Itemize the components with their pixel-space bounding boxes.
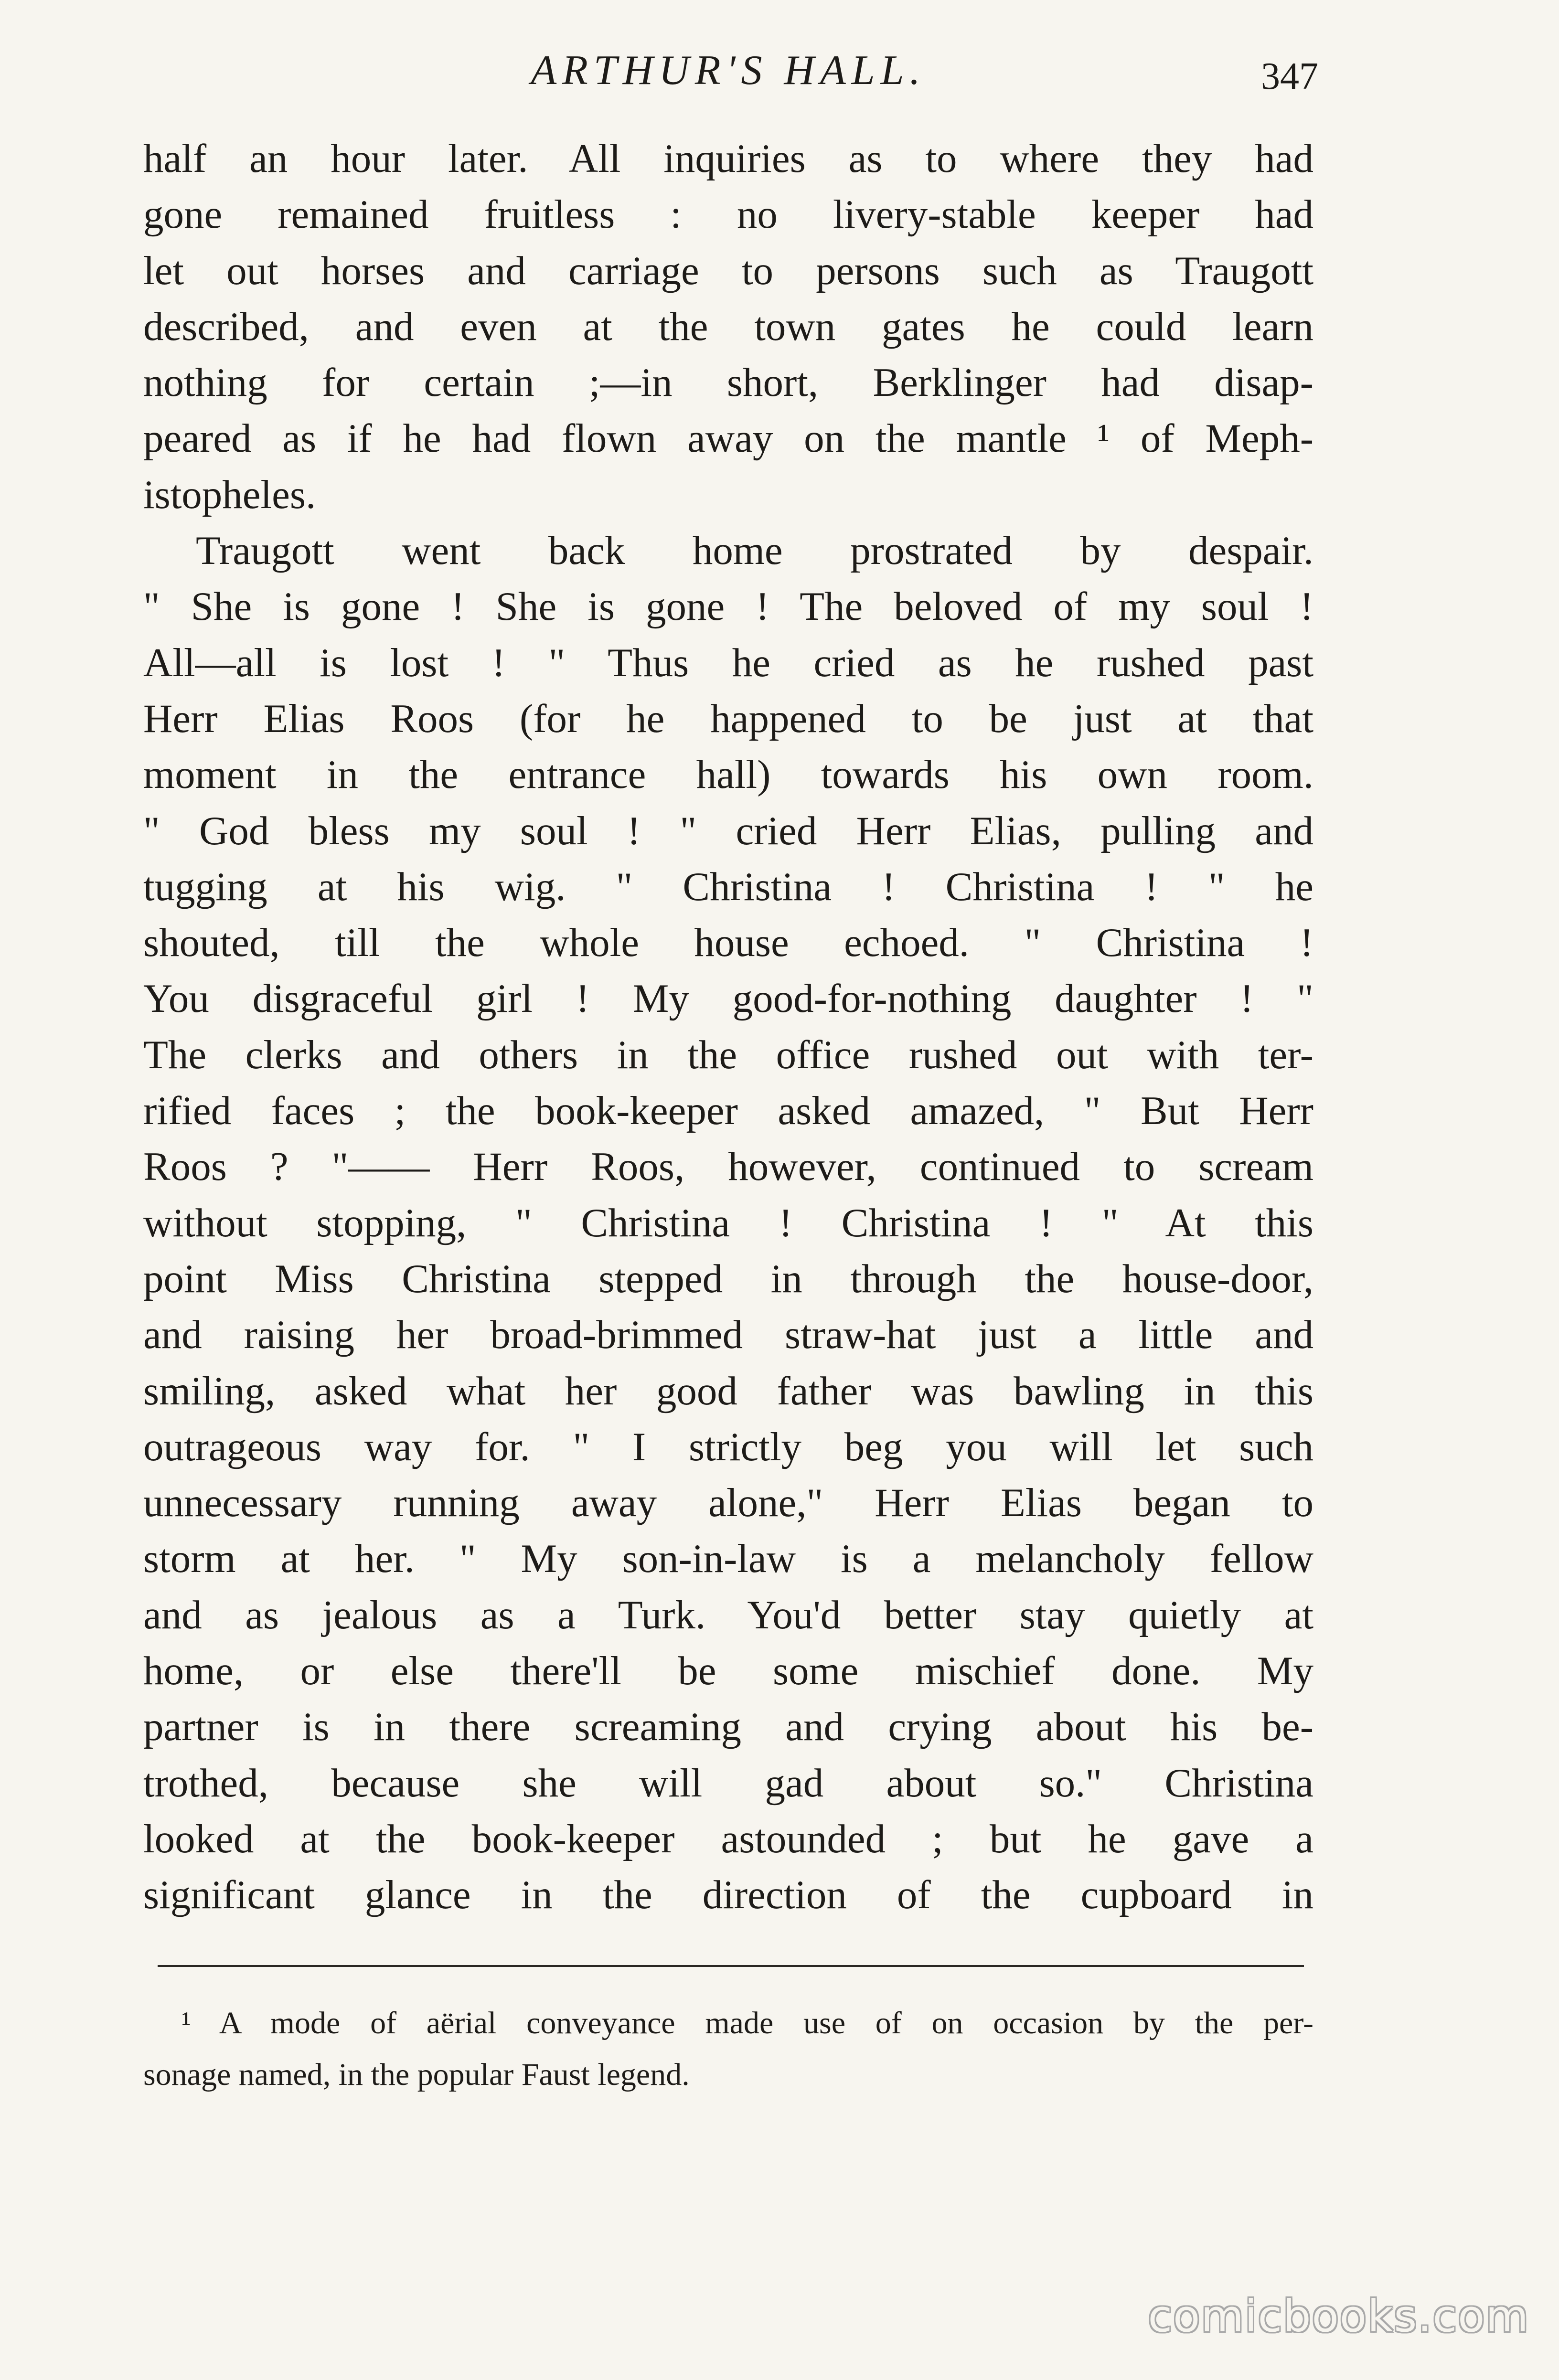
body-line: All—all is lost ! " Thus he cried as he rushed past — [143, 640, 1313, 685]
body-line: trothed, because she will gad about so." Christina — [143, 1760, 1313, 1806]
footnote-line: sonage named, in the popular Faust legend. — [143, 2057, 690, 2092]
body-line: unnecessary running away alone," Herr Elias began to — [143, 1480, 1313, 1526]
footnote-rule — [158, 1965, 1304, 1967]
body-line: outrageous way for. " I strictly beg you will let such — [143, 1424, 1313, 1469]
body-line: The clerks and others in the office rushed out with ter- — [143, 1032, 1313, 1077]
body-line: You disgraceful girl ! My good-for-nothing daughter ! " — [143, 976, 1313, 1021]
body-line: Traugott went back home prostrated by despair. — [196, 528, 1313, 574]
body-line: nothing for certain ;—in short, Berklinger had disap- — [143, 360, 1313, 405]
body-line: and raising her broad-brimmed straw-hat just a little and — [143, 1312, 1313, 1358]
body-line: half an hour later. All inquiries as to where they had — [143, 136, 1313, 181]
body-line: " She is gone ! She is gone ! The beloved of my soul ! — [143, 584, 1313, 629]
body-line: istopheles. — [143, 472, 316, 517]
body-line: moment in the entrance hall) towards his own room. — [143, 752, 1313, 797]
body-line: smiling, asked what her good father was bawling in this — [143, 1368, 1313, 1413]
body-line: significant glance in the direction of the cupboard in — [143, 1872, 1313, 1918]
body-line: tugging at his wig. " Christina ! Christina ! " he — [143, 864, 1313, 909]
body-line: Herr Elias Roos (for he happened to be just at that — [143, 696, 1313, 741]
footnote — [143, 1998, 1313, 2101]
body-line: gone remained fruitless : no livery-stable keeper had — [143, 192, 1313, 237]
body-line: looked at the book-keeper astounded ; but he gave a — [143, 1816, 1313, 1861]
body-line: storm at her. " My son-in-law is a melancholy fellow — [143, 1536, 1313, 1582]
body-line: peared as if he had flown away on the mantle ¹ of Meph- — [143, 416, 1313, 461]
body-line: partner is in there screaming and crying about his be- — [143, 1704, 1313, 1750]
body-line: shouted, till the whole house echoed. " Christina ! — [143, 920, 1313, 966]
body-line: " God bless my soul ! " cried Herr Elias, pulling and — [143, 808, 1313, 853]
watermark: comicbooks.com — [1148, 2291, 1529, 2342]
body-line: rified faces ; the book-keeper asked amazed, " But Herr — [143, 1088, 1313, 1134]
page-number: 347 — [1261, 55, 1318, 97]
running-title: ARTHUR'S HALL. — [531, 47, 926, 94]
running-head — [143, 42, 1318, 99]
body-line: let out horses and carriage to persons such as Traugott — [143, 248, 1313, 293]
body-line: point Miss Christina stepped in through the house-door, — [143, 1256, 1313, 1301]
body-line: home, or else there'll be some mischief done. My — [143, 1648, 1313, 1694]
body-text — [143, 131, 1313, 1923]
body-line: Roos ? "—— Herr Roos, however, continued to scream — [143, 1144, 1313, 1190]
body-line: described, and even at the town gates he could learn — [143, 304, 1313, 349]
body-line: without stopping, " Christina ! Christina ! " At this — [143, 1200, 1313, 1245]
footnote-line: ¹ A mode of aërial conveyance made use of on occasion by the per- — [182, 2006, 1313, 2040]
body-line: and as jealous as a Turk. You'd better stay quietly at — [143, 1592, 1313, 1637]
